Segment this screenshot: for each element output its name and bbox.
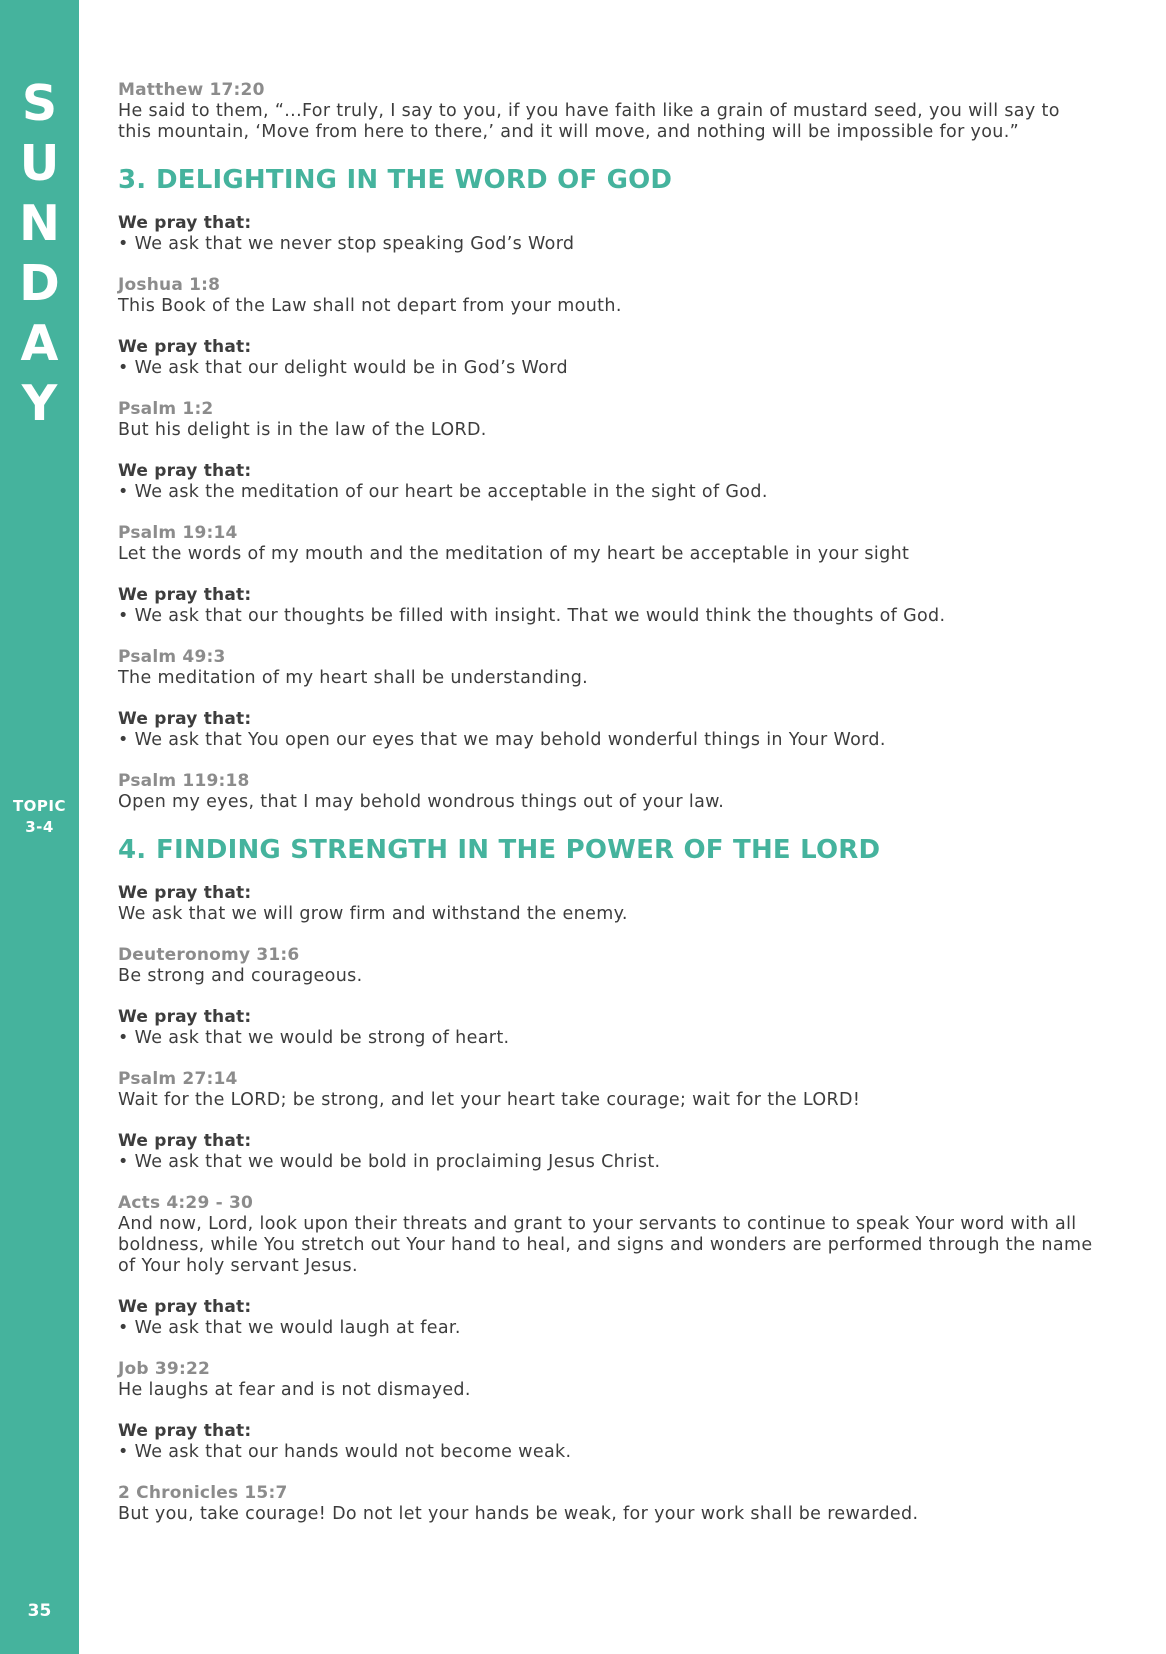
prayer-lead: We pray that: [118,1421,252,1441]
scripture-reference: Psalm 49:3 [118,647,226,667]
scripture-block [118,1483,1098,1525]
prayer-block [118,1131,1098,1173]
scripture-text: The meditation of my heart shall be understanding. [118,668,589,688]
topic-label-text: TOPIC [12,797,67,815]
prayer-block [118,213,1098,255]
scripture-block [118,523,1098,565]
section-number: 4. [118,835,147,865]
scripture-text: This Book of the Law shall not depart from your mouth. [118,296,622,316]
prayer-text: • We ask the meditation of our heart be acceptable in the sight of God. [118,482,768,502]
prayer-block [118,461,1098,503]
scripture-reference: Psalm 1:2 [118,399,214,419]
scripture-block [118,771,1098,813]
prayer-block [118,585,1098,627]
prayer-text: • We ask that our delight would be in God’s Word [118,358,568,378]
prayer-text: • We ask that You open our eyes that we may behold wonderful things in Your Word. [118,730,886,750]
prayer-text: • We ask that we never stop speaking God’s Word [118,234,575,254]
prayer-block [118,883,1098,925]
prayer-lead: We pray that: [118,1131,252,1151]
prayer-text: • We ask that our thoughts be filled with insight. That we would think the thoughts of God. [118,606,946,626]
scripture-text: Open my eyes, that I may behold wondrous things out of your law. [118,792,725,812]
scripture-block [118,945,1098,987]
scripture-reference: Joshua 1:8 [118,275,221,295]
day-title [0,74,79,434]
scripture-reference: Matthew 17:20 [118,80,265,100]
scripture-reference: Psalm 27:14 [118,1069,238,1089]
scripture-text: Be strong and courageous. [118,966,363,986]
scripture-reference: Job 39:22 [118,1359,211,1379]
scripture-reference: Psalm 19:14 [118,523,238,543]
day-letter: D [19,255,60,312]
section-4-heading [118,833,1098,867]
scripture-reference: 2 Chronicles 15:7 [118,1483,288,1503]
prayer-lead: We pray that: [118,337,252,357]
day-letter: U [19,135,60,192]
prayer-lead: We pray that: [118,709,252,729]
prayer-block [118,709,1098,751]
prayer-text: • We ask that we would laugh at fear. [118,1318,461,1338]
topic-range: 3-4 [25,818,54,836]
section-3-heading [118,163,1098,197]
sidebar [0,0,79,1654]
scripture-text: Wait for the LORD; be strong, and let your heart take courage; wait for the LORD! [118,1090,861,1110]
scripture-text: But his delight is in the law of the LORD. [118,420,487,440]
scripture-reference: Acts 4:29 - 30 [118,1193,254,1213]
prayer-block [118,1007,1098,1049]
section-title: FINDING STRENGTH IN THE POWER OF THE LORD [156,835,881,865]
prayer-text: • We ask that we would be bold in proclaiming Jesus Christ. [118,1152,661,1172]
section-number: 3. [118,165,147,195]
day-letter: N [18,195,60,252]
prayer-block [118,1297,1098,1339]
prayer-lead: We pray that: [118,213,252,233]
prayer-block [118,337,1098,379]
section-4-items [118,883,1098,1525]
scripture-text: And now, Lord, look upon their threats and grant to your servants to continue to speak Your word with all boldness, while You stretch out Your hand to heal, and signs and wonders are performed through the name of Your holy servant Jesus. [118,1214,1093,1276]
prayer-block [118,1421,1098,1463]
section-title: DELIGHTING IN THE WORD OF GOD [156,165,673,195]
prayer-lead: We pray that: [118,461,252,481]
scripture-block [118,1069,1098,1111]
prayer-lead: We pray that: [118,585,252,605]
scripture-block [118,1193,1098,1277]
prayer-text: • We ask that our hands would not become weak. [118,1442,572,1462]
scripture-reference: Psalm 119:18 [118,771,250,791]
scripture-block [118,80,1098,143]
prayer-lead: We pray that: [118,883,252,903]
day-letter: Y [21,375,58,432]
scripture-reference: Deuteronomy 31:6 [118,945,300,965]
day-letter: S [21,75,58,132]
scripture-block [118,1359,1098,1401]
scripture-text: But you, take courage! Do not let your hands be weak, for your work shall be rewarded. [118,1504,919,1524]
scripture-block [118,399,1098,441]
scripture-block [118,275,1098,317]
page-number: 35 [27,1601,52,1621]
day-letter: A [20,315,59,372]
prayer-lead: We pray that: [118,1297,252,1317]
scripture-block [118,647,1098,689]
scripture-text: Let the words of my mouth and the meditation of my heart be acceptable in your sight [118,544,910,564]
prayer-text: • We ask that we would be strong of heart. [118,1028,510,1048]
scripture-text: He said to them, “...For truly, I say to you, if you have faith like a grain of mustard seed, you will say to this mountain, ‘Move from here to there,’ and it will move, and nothing will be impossible for you.” [118,101,1060,142]
scripture-text: He laughs at fear and is not dismayed. [118,1380,471,1400]
page-content [118,80,1098,1545]
prayer-lead: We pray that: [118,1007,252,1027]
topic-label [0,796,79,838]
prayer-text: We ask that we will grow firm and withstand the enemy. [118,904,628,924]
section-3-items [118,213,1098,813]
